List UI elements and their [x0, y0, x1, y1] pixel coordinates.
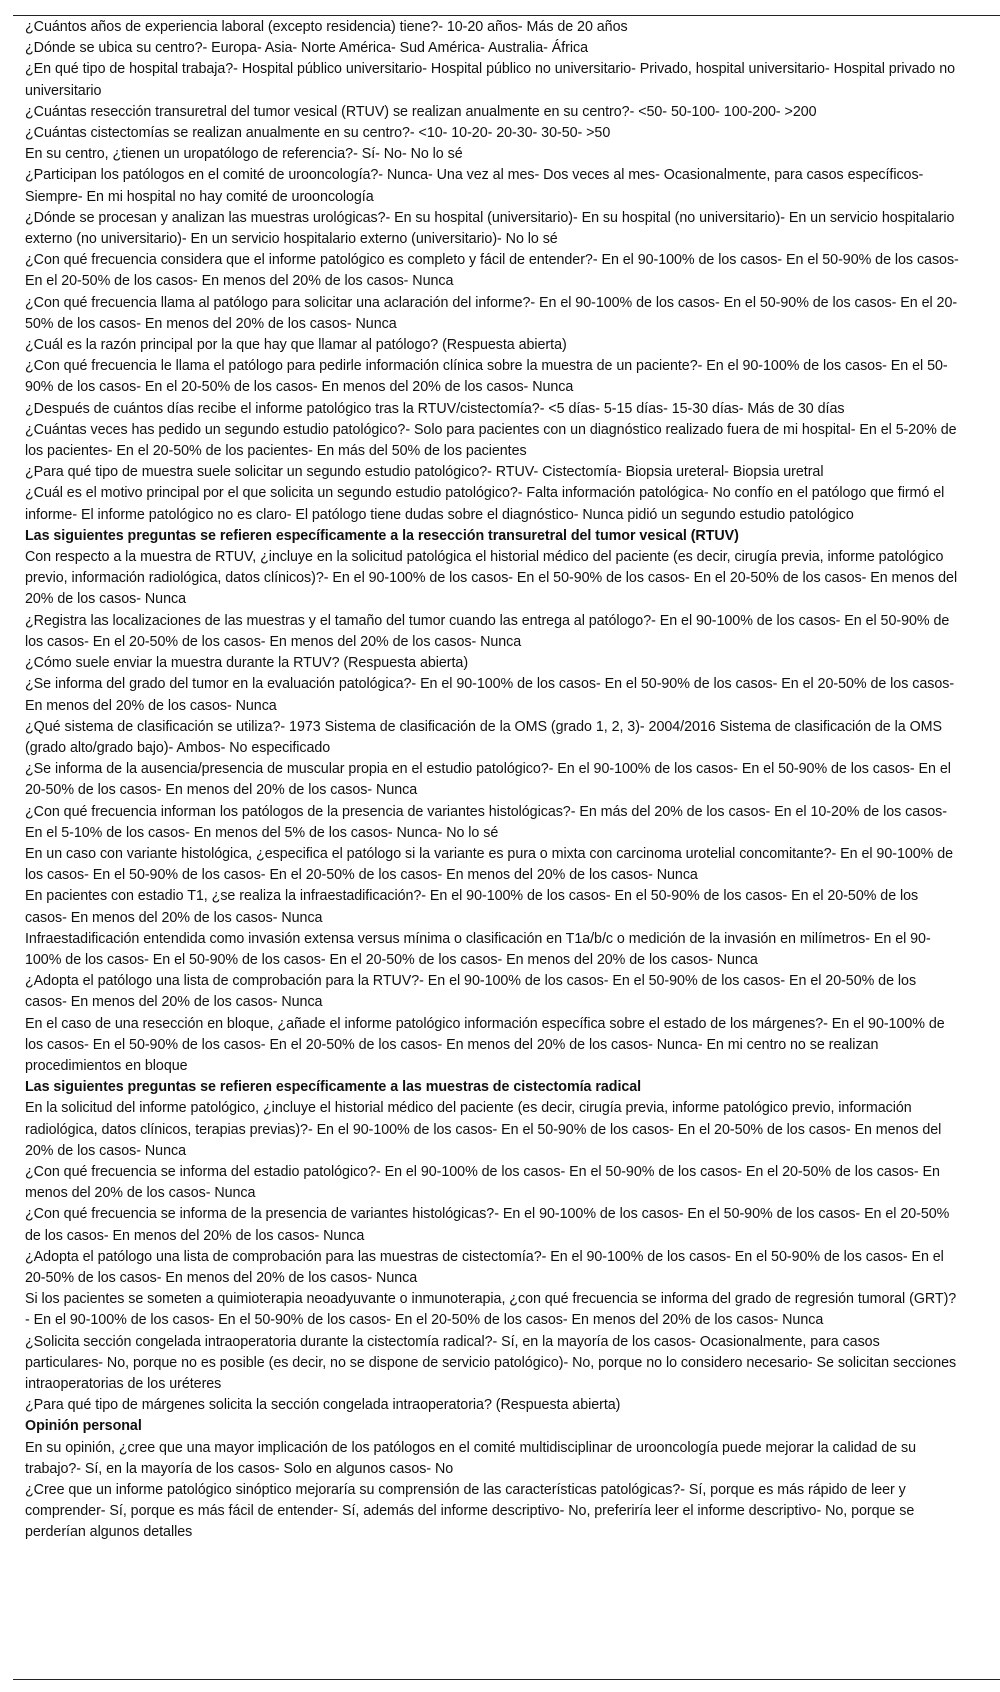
survey-question-row: ¿Participan los patólogos en el comité de urooncología?- Nunca- Una vez al mes- Dos veces al mes- Ocasionalmente, para casos específicos- Siempre- En mi hospital no hay comité de urooncología [25, 167, 924, 205]
survey-question-row: ¿Para qué tipo de muestra suele solicitar un segundo estudio patológico?- RTUV- Cistectomía- Biopsia ureteral- Biopsia uretral [25, 464, 824, 481]
survey-question-row: ¿Con qué frecuencia llama al patólogo para solicitar una aclaración del informe?- En el 90-100% de los casos- En el 50-90% de los casos- En el 20-50% de los casos- En menos del 20% de los casos- Nunca [25, 294, 958, 332]
survey-question-row: ¿Cuántos años de experiencia laboral (excepto residencia) tiene?- 10-20 años- Más de 20 años [25, 19, 628, 35]
survey-question-row: ¿Con qué frecuencia considera que el informe patológico es completo y fácil de entender?- En el 90-100% de los casos- En el 50-90% de los casos- En el 20-50% de los casos- En menos del 20% de los casos- Nunca [25, 252, 959, 290]
survey-question-row: ¿Después de cuántos días recibe el informe patológico tras la RTUV/cistectomía?- <5 días- 5-15 días- 15-30 días- Más de 30 días [25, 400, 845, 417]
survey-question-row: ¿Cuántas cistectomías se realizan anualmente en su centro?- <10- 10-20- 20-30- 30-50- >50 [25, 125, 611, 142]
survey-question-row: ¿Registra las localizaciones de las muestras y el tamaño del tumor cuando las entrega al patólogo?- En el 90-100% de los casos- En el 50-90% de los casos- En el 20-50% de los casos- En menos del 20% de los casos- Nunca [25, 612, 950, 650]
survey-question-list [25, 17, 960, 1544]
section-heading: Las siguientes preguntas se refieren específicamente a la resección transuretral del tumor vesical (RTUV) [25, 527, 739, 544]
survey-question-row: ¿Cómo suele enviar la muestra durante la RTUV? (Respuesta abierta) [25, 655, 469, 672]
survey-question-row: ¿Cuántas resección transuretral del tumor vesical (RTUV) se realizan anualmente en su centro?- <50- 50-100- 100-200- >200 [25, 103, 817, 120]
survey-question-row: ¿Cuál es el motivo principal por el que solicita un segundo estudio patológico?- Falta información patológica- No confío en el patólogo que firmó el informe- El informe patológico no es claro- El patólogo tiene dudas sobre el diagnóstico- Nunca pidió un segundo estudio patológico [25, 485, 945, 523]
survey-question-row: Si los pacientes se someten a quimioterapia neoadyuvante o inmunoterapia, ¿con qué frecuencia se informa del grado de regresión tumoral (GRT)?- En el 90-100% de los casos- En el 50-90% de los casos- En el 20-50% de los casos- En menos del 20% de los casos- Nunca [25, 1291, 957, 1329]
survey-question-row: ¿Para qué tipo de márgenes solicita la sección congelada intraoperatoria? (Respuesta abierta) [25, 1397, 621, 1414]
table-bottom-rule [13, 1679, 1000, 1680]
survey-question-row: En un caso con variante histológica, ¿especifica el patólogo si la variante es pura o mixta con carcinoma urotelial concomitante?- En el 90-100% de los casos- En el 50-90% de los casos- En el 20-50% de los casos- En menos del 20% de los casos- Nunca [25, 845, 954, 884]
survey-question-row: ¿Cuál es la razón principal por la que hay que llamar al patólogo? (Respuesta abierta) [25, 337, 567, 354]
survey-question-row: ¿Solicita sección congelada intraoperatoria durante la cistectomía radical?- Sí, en la mayoría de los casos- Ocasionalmente, para casos particulares- No, porque no es posible (es decir, no se dispone de servicio patológico)- No, porque no lo considero necesario- Se solicitan secciones intraoperatorias de los uréteres [25, 1333, 957, 1392]
survey-question-row: En el caso de una resección en bloque, ¿añade el informe patológico información específica sobre el estado de los márgenes?- En el 90-100% de los casos- En el 50-90% de los casos- En el 20-50% de los casos- En menos del 20% de los casos- Nunca- En mi centro no se realizan procedimientos en bloque [25, 1015, 945, 1074]
survey-question-row: ¿Se informa de la ausencia/presencia de muscular propia en el estudio patológico?- En el 90-100% de los casos- En el 50-90% de los casos- En el 20-50% de los casos- En menos del 20% de los casos- Nunca [25, 761, 951, 799]
survey-question-row: ¿Dónde se ubica su centro?- Europa- Asia- Norte América- Sud América- Australia- África [25, 40, 589, 57]
survey-question-row: ¿Se informa del grado del tumor en la evaluación patológica?- En el 90-100% de los casos- En el 50-90% de los casos- En el 20-50% de los casos- En menos del 20% de los casos- Nunca [25, 676, 955, 714]
survey-question-row: Infraestadificación entendida como invasión extensa versus mínima o clasificación en T1a/b/c o medición de la invasión en milímetros- En el 90-100% de los casos- En el 50-90% de los casos- En el 20-50% de los casos- En menos del 20% de los casos- Nunca [25, 930, 931, 968]
survey-question-row: ¿Qué sistema de clasificación se utiliza?- 1973 Sistema de clasificación de la OMS (grado 1, 2, 3)- 2004/2016 Sistema de clasificación de la OMS (grado alto/grado bajo)- Ambos- No especificado [25, 718, 942, 756]
survey-question-row: ¿Cuántas veces has pedido un segundo estudio patológico?- Solo para pacientes con un diagnóstico realizado fuera de mi hospital- En el 5-20% de los pacientes- En el 20-50% de los pacientes- En más del 50% de los pacientes [25, 421, 957, 460]
survey-question-row: Con respecto a la muestra de RTUV, ¿incluye en la solicitud patológica el historial médico del paciente (es decir, cirugía previa, informe patológico previo, información radiológica, datos clínicos)?- En el 90-100% de los casos- En el 50-90% de los casos- En el 20-50% de los casos- En menos del 20% de los casos- Nunca [25, 549, 958, 608]
survey-question-row: ¿Con qué frecuencia informan los patólogos de la presencia de variantes histológicas?- En más del 20% de los casos- En el 10-20% de los casos- En el 5-10% de los casos- En menos del 5% de los casos- Nunca- No lo sé [25, 803, 947, 841]
survey-question-row: ¿Dónde se procesan y analizan las muestras urológicas?- En su hospital (universitario)- En su hospital (no universitario)- En un servicio hospitalario externo (no universitario)- En un servicio hospitalario externo (universitario)- No lo sé [25, 209, 955, 248]
section-heading: Las siguientes preguntas se refieren específicamente a las muestras de cistectomía radical [25, 1079, 642, 1096]
survey-question-row: ¿Con qué frecuencia le llama el patólogo para pedirle información clínica sobre la muestra de un paciente?- En el 90-100% de los casos- En el 50-90% de los casos- En el 20-50% de los casos- En menos del 20% de los casos- Nunca [25, 358, 948, 396]
survey-question-row: En su centro, ¿tienen un uropatólogo de referencia?- Sí- No- No lo sé [25, 146, 463, 163]
table-top-rule [13, 15, 1000, 16]
survey-question-row: ¿Adopta el patólogo una lista de comprobación para la RTUV?- En el 90-100% de los casos- En el 50-90% de los casos- En el 20-50% de los casos- En menos del 20% de los casos- Nunca [25, 973, 917, 1011]
survey-question-row: ¿Con qué frecuencia se informa del estadio patológico?- En el 90-100% de los casos- En el 50-90% de los casos- En el 20-50% de los casos- En menos del 20% de los casos- Nunca [25, 1163, 940, 1202]
survey-question-row: ¿Con qué frecuencia se informa de la presencia de variantes histológicas?- En el 90-100% de los casos- En el 50-90% de los casos- En el 20-50% de los casos- En menos del 20% de los casos- Nunca [25, 1206, 950, 1244]
survey-question-row: ¿Cree que un informe patológico sinóptico mejoraría su comprensión de las características patológicas?- Sí, porque es más rápido de leer y comprender- Sí, porque es más fácil de entender- Sí, además del informe descriptivo- No, preferiría leer el informe descriptivo- No, porque se perderían algunos detalles [25, 1482, 915, 1541]
survey-question-row: ¿Adopta el patólogo una lista de comprobación para las muestras de cistectomía?- En el 90-100% de los casos- En el 50-90% de los casos- En el 20-50% de los casos- En menos del 20% de los casos- Nunca [25, 1248, 944, 1286]
survey-question-row: En pacientes con estadio T1, ¿se realiza la infraestadificación?- En el 90-100% de los casos- En el 50-90% de los casos- En el 20-50% de los casos- En menos del 20% de los casos- Nunca [25, 888, 919, 926]
survey-question-row: En la solicitud del informe patológico, ¿incluye el historial médico del paciente (es decir, cirugía previa, informe patológico previo, información radiológica, datos clínicos, terapias previas)?- En el 90-100% de los casos- En el 50-90% de los casos- En el 20-50% de los casos- En menos del 20% de los casos- Nunca [25, 1100, 942, 1159]
survey-question-row: ¿En qué tipo de hospital trabaja?- Hospital público universitario- Hospital público no universitario- Privado, hospital universitario- Hospital privado no universitario [25, 61, 956, 99]
section-heading: Opinión personal [25, 1418, 142, 1435]
survey-question-row: En su opinión, ¿cree que una mayor implicación de los patólogos en el comité multidisciplinar de urooncología puede mejorar la calidad de su trabajo?- Sí, en la mayoría de los casos- Solo en algunos casos- No [25, 1439, 917, 1477]
